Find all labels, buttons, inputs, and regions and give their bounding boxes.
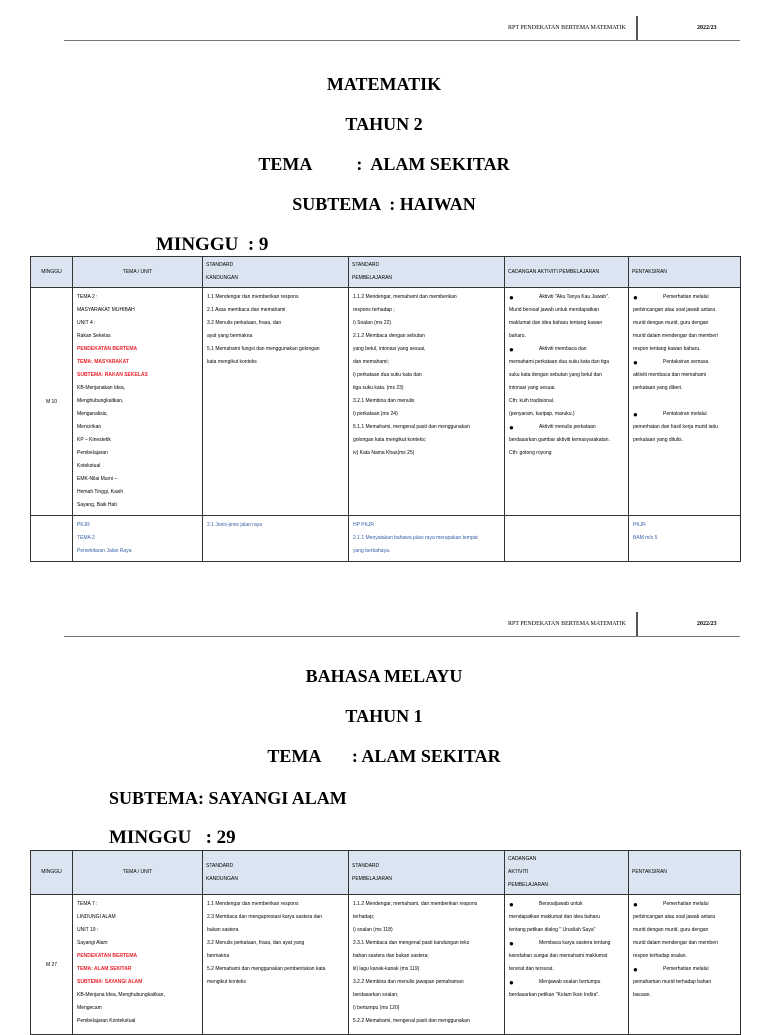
- text-line: i) bertumpu (ms 120): [353, 1005, 400, 1011]
- text-line: Hemah Tinggi, Kasih: [77, 489, 124, 495]
- text-line: 2.3 Membaca dan mengapresiasi karya sastera dan: [207, 914, 323, 920]
- sp-cell: [349, 895, 505, 1035]
- table-row: [31, 516, 741, 562]
- bullet-line: ● Pemerhatian melalui: [633, 291, 736, 304]
- text-line: maklumat dan idea baharu tentang kawan: [509, 320, 603, 326]
- text-line: MASYARAKAT MUHIBAH: [77, 307, 135, 313]
- col-header-minggu: MINGGU: [31, 851, 73, 895]
- text-line: murid dengan murid, guru dengan: [633, 320, 709, 326]
- header-divider: [636, 612, 638, 636]
- sp-cell: [349, 288, 505, 516]
- text-line: suku kata dengan sebutan yang betul dan: [509, 372, 602, 378]
- sp-cell: [349, 516, 505, 562]
- text-line: Murid bersoal jawab untuk mendapatkan: [509, 307, 600, 313]
- text-line: perbincangan atau soal jawab antara: [633, 307, 716, 313]
- text-line: kata mengikut konteks: [207, 359, 257, 365]
- page-2: [0, 596, 768, 1024]
- table-header-row: [31, 851, 741, 895]
- subtema-title: SUBTEMA : HAIWAN: [292, 194, 476, 214]
- running-header: [0, 596, 768, 636]
- col-header-sk: STANDARD KANDUNGAN: [203, 257, 349, 288]
- bullet-line: ● Pentaksiran melalui: [633, 408, 736, 421]
- text-line: i) perkataan dua suku kata dan: [353, 372, 422, 378]
- text-line: Cth: kuih tradisional.: [509, 398, 555, 404]
- tema-title: TEMA : ALAM SEKITAR: [267, 746, 501, 766]
- minggu-title: MINGGU : 29: [109, 827, 236, 848]
- text-line: perkataan yang diberi.: [633, 385, 683, 391]
- text-line: SUBTEMA: SAYANGI ALAM: [77, 979, 143, 985]
- text-line: 5.2.2 Memahami, mengenal pasti dan menggunakan: [353, 1018, 470, 1024]
- text-line: TEMA 2 :: [77, 294, 98, 300]
- text-line: keindahan sungai dan memahami maklumat: [509, 953, 608, 959]
- bullet-line: ● Pentaksiran semasa: [633, 356, 736, 369]
- text-line: intonasi yang sesuai.: [509, 385, 556, 391]
- tema-cell: [73, 516, 203, 562]
- text-line: i) soalan (ms 118): [353, 927, 393, 933]
- text-line: [633, 395, 736, 408]
- text-line: i) perkataan.(ms 24): [353, 411, 398, 417]
- text-line: baharu.: [509, 333, 526, 339]
- table-header-row: [31, 257, 741, 288]
- header-rule: [64, 40, 740, 41]
- text-line: 2.3.1 Membaca dan mengenal pasti kandungan teks: [353, 940, 470, 946]
- bullet-line: ● Aktiviti menulis perkataan: [509, 421, 624, 434]
- tahun-title: TAHUN 2: [345, 114, 423, 134]
- text-line: murid dalam mendengar dan memberi: [633, 940, 718, 946]
- text-line: Kotekstual: [77, 463, 101, 469]
- col-header-tema: TEMA / UNIT: [73, 851, 203, 895]
- text-line: berdasarkan soalan;: [353, 992, 399, 998]
- text-line: respon terhadap soalan.: [633, 953, 687, 959]
- text-line: UNIT 4 :: [77, 320, 96, 326]
- text-line: perkataan yang ditulis.: [633, 437, 684, 443]
- running-header: [0, 0, 768, 40]
- rpt-table: [30, 256, 741, 562]
- text-line: terhadap;: [353, 914, 375, 920]
- text-line: 2.1 Asas membaca dan memahami: [207, 307, 286, 313]
- tema-title: TEMA : ALAM SEKITAR: [258, 154, 510, 174]
- text-line: 2.1.2 Membaca dengan sebutan: [353, 333, 425, 339]
- tema-cell: [73, 895, 203, 1035]
- text-line: Mengecam: [77, 1005, 102, 1011]
- week-cell-empty: [31, 516, 73, 562]
- text-line: yang betul, intonasi yang sesuai,: [353, 346, 426, 352]
- text-line: TEMA 7 :: [77, 901, 98, 907]
- text-line: Sayangi Alam: [77, 940, 108, 946]
- text-line: iii) lagu kanak-kanak (ms 119): [353, 966, 420, 972]
- text-line: EMK-Nilai Murni –: [77, 476, 118, 482]
- text-line: SUBTEMA: RAKAN SEKELAS: [77, 372, 148, 378]
- table-row: [31, 895, 741, 1035]
- header-year: 2022/23: [697, 621, 717, 627]
- text-line: PENDEKATAN BERTEMA: [77, 953, 138, 959]
- bullet-line: ● Menjawab soalan bertumpu: [509, 976, 624, 989]
- text-line: Menghubungkaitkan,: [77, 398, 124, 404]
- text-line: Rakan Sekelas: [77, 333, 111, 339]
- text-line: bermakna: [207, 953, 230, 959]
- text-line: TEMA 2: [77, 535, 95, 541]
- col-header-pentaksiran: PENTAKSIRAN: [629, 257, 741, 288]
- text-line: mengikut konteks: [207, 979, 246, 985]
- week-cell: M 10: [31, 288, 73, 516]
- text-line: 3.2.2 Membina dan menulis jawapan pemahaman: [353, 979, 464, 985]
- text-line: KB-Menjana Idea, Menghubungkaitkan,: [77, 992, 165, 998]
- col-header-sk: STANDARD KANDUNGAN: [203, 851, 349, 895]
- text-line: 2.1.1 Menyatakan bahawa jalan raya merupakan tempat: [353, 535, 478, 541]
- text-line: Sayang, Baik Hati: [77, 502, 117, 508]
- text-line: Persekitaran Jalan Raya: [77, 548, 132, 554]
- text-line: 1.1.2 Mendengar, memahami, dan memberikan respons: [353, 901, 478, 907]
- header-title: RPT PENDEKATAN BERTEMA MATEMATIK: [508, 621, 626, 627]
- text-line: LINDUNGI ALAM: [77, 914, 116, 920]
- text-line: 5.1 Memahami fungsi dan menggunakan golongan: [207, 346, 320, 352]
- pentaksiran-cell: [629, 516, 741, 562]
- text-line: i) Soalan (ms 22): [353, 320, 392, 326]
- text-line: 3.2 Menulis perkataan, frasa, dan: [207, 320, 282, 326]
- col-header-sp: STANDARD PEMBELAJARAN: [349, 851, 505, 895]
- subject-title: BAHASA MELAYU: [305, 666, 463, 686]
- bullet-line: ● Membaca karya sastera tentang: [509, 937, 624, 950]
- header-rule: [64, 636, 740, 637]
- text-line: perbincangan atau soal jawab antara: [633, 914, 716, 920]
- text-line: murid dalam mendengar dan memberi: [633, 333, 718, 339]
- text-line: murid dengan murid, guru dengan: [633, 927, 709, 933]
- col-header-tema: TEMA / UNIT: [73, 257, 203, 288]
- text-line: bacaan.: [633, 992, 651, 998]
- text-line: respon tentang kawan baharu.: [633, 346, 701, 352]
- text-line: PKJR: [633, 522, 646, 528]
- subtema-title: SUBTEMA: SAYANGI ALAM: [109, 788, 347, 808]
- aktiviti-cell: [505, 288, 629, 516]
- sk-cell: [203, 516, 349, 562]
- pentaksiran-cell: [629, 895, 741, 1035]
- text-line: berdasarkan petikan "Kolam Ikan Indira".: [509, 992, 600, 998]
- text-line: dan memahami;: [353, 359, 389, 365]
- aktiviti-cell: [505, 895, 629, 1035]
- text-line: HP PKJR: [353, 522, 375, 528]
- text-line: 1.1 Mendengar dan memberikan respons: [207, 901, 299, 907]
- col-header-pentaksiran: PENTAKSIRAN: [629, 851, 741, 895]
- col-header-aktiviti: CADANGAN AKTIVITI PEMBELAJARAN: [505, 257, 629, 288]
- text-line: yang berbahaya.: [353, 548, 391, 554]
- pentaksiran-cell: [629, 288, 741, 516]
- text-line: bukan sastera: [207, 927, 239, 933]
- bullet-line: ● Aktiviti membaca dan: [509, 343, 624, 356]
- text-line: bahan sastera dan bukan sastera;: [353, 953, 429, 959]
- text-line: 5.2 Memahami dan menggunakan pembentukan kata: [207, 966, 326, 972]
- text-line: tiga suku kata. (ms 23): [353, 385, 404, 391]
- text-line: memahami perkataan dua suku kata dan tiga: [509, 359, 610, 365]
- header-title: RPT PENDEKATAN BERTEMA MATEMATIK: [508, 25, 626, 31]
- week-cell: M 27: [31, 895, 73, 1035]
- text-line: 3.2.1 Membina dan menulis: [353, 398, 415, 404]
- tahun-title: TAHUN 1: [345, 706, 423, 726]
- text-line: TEMA: MASYARAKAT: [77, 359, 129, 365]
- text-line: Mencirikan: [77, 424, 102, 430]
- text-line: PKJR: [77, 522, 90, 528]
- text-line: pemahaman murid terhadap bahan: [633, 979, 712, 985]
- text-line: KP – Kinestetik: [77, 437, 111, 443]
- bullet-line: ● Pemerhatian melalui: [633, 898, 736, 911]
- text-line: TEMA: ALAM SEKITAR: [77, 966, 132, 972]
- header-year: 2022/23: [697, 25, 717, 31]
- text-line: 3.2 Menulis perkataan, frasa, dan ayat yang: [207, 940, 305, 946]
- aktiviti-cell-empty: [505, 516, 629, 562]
- bullet-line: ● Aktiviti "Aku Tanya Kau Jawab".: [509, 291, 624, 304]
- text-line: Pembelajaran Kontekstual: [77, 1018, 136, 1024]
- rpt-table: [30, 850, 741, 1035]
- header-divider: [636, 16, 638, 40]
- bullet-line: ● Bersoaljawab untuk: [509, 898, 624, 911]
- text-line: pemerhatan dan hasil kerja murid iaitu: [633, 424, 718, 430]
- tema-cell: [73, 288, 203, 516]
- text-line: ayat yang bermakna: [207, 333, 253, 339]
- text-line: golongan kata mengikut konteks;: [353, 437, 427, 443]
- text-line: mendapatkan maklumat dan idea baharu: [509, 914, 600, 920]
- text-line: 1.1 Mendengar dan memberikan respons: [207, 294, 299, 300]
- sk-cell: [203, 895, 349, 1035]
- text-line: respons terhadap ;: [353, 307, 395, 313]
- col-header-aktiviti: CADANGAN AKTIVITI PEMBELAJARAN: [505, 851, 629, 895]
- subject-title: MATEMATIK: [326, 74, 442, 94]
- text-line: PENDEKATAN BERTEMA: [77, 346, 138, 352]
- text-line: Cth: gotong royong: [509, 450, 552, 456]
- col-header-sp: STANDARD PEMBELAJARAN: [349, 257, 505, 288]
- text-line: Pembelajaran: [77, 450, 108, 456]
- text-line: UNIT 19 :: [77, 927, 99, 933]
- col-header-minggu: MINGGU: [31, 257, 73, 288]
- text-line: berdasarkan gambar aktiviti kemasyarakatan.: [509, 437, 610, 443]
- minggu-title: MINGGU : 9: [156, 234, 269, 255]
- text-line: tersirat dan tersurat.: [509, 966, 554, 972]
- text-line: tentang petikan dialog " Urusilah Saya": [509, 927, 596, 933]
- text-line: 2.1 Jenis-jenis jalan raya: [207, 522, 263, 528]
- text-line: 1.1.2 Mendengar, memahami dan memberikan: [353, 294, 457, 300]
- text-line: iv) Kata Nama Khas(ms 25): [353, 450, 415, 456]
- table-row: [31, 288, 741, 516]
- text-line: 5.1.1 Memahami, mengenal pasti dan menggunakan: [353, 424, 470, 430]
- text-line: Menganalisis,: [77, 411, 108, 417]
- text-line: KB-Menjanakan Idea,: [77, 385, 126, 391]
- sk-cell: [203, 288, 349, 516]
- text-line: (penyaram, karipap, maruku.): [509, 411, 575, 417]
- text-line: BAM m/s 5: [633, 535, 658, 541]
- text-line: aktiviti membaca dan memahami: [633, 372, 707, 378]
- bullet-line: ● Pemerhatian melalui: [633, 963, 736, 976]
